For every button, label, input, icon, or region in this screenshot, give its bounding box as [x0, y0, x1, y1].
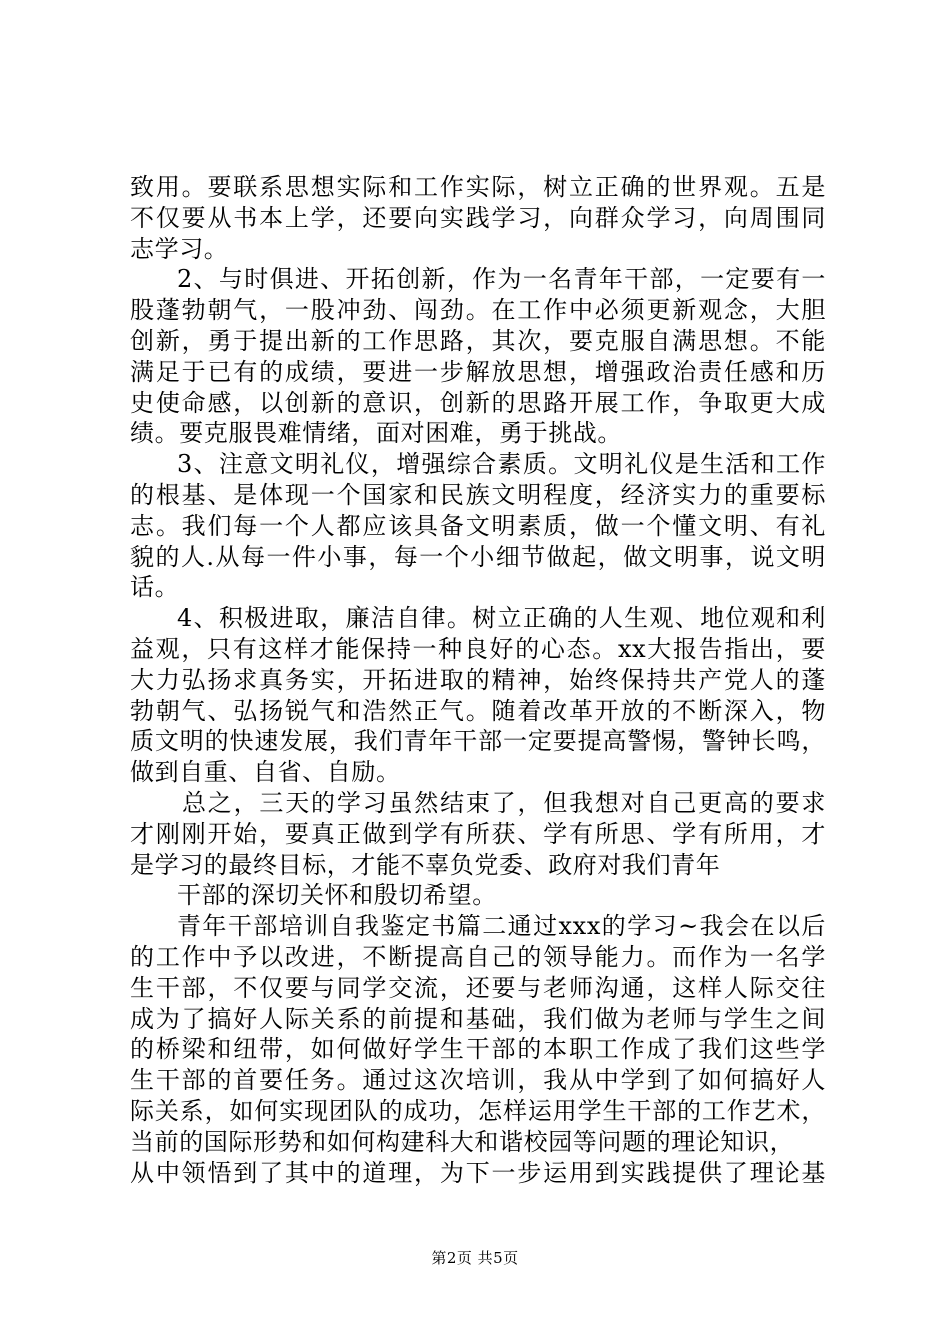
- text-line: 4、积极进取，廉洁自律。树立正确的人生观、地位观和利: [177, 604, 826, 633]
- text-line: 成为了搞好人际关系的前提和基础，我们做为老师与学生之间: [130, 1004, 826, 1033]
- text-line: 勃朝气、弘扬锐气和浩然正气。随着改革开放的不断深入，物: [130, 696, 826, 725]
- text-line: 质文明的快速发展，我们青年干部一定要提高警惕，警钟长鸣，: [130, 727, 826, 756]
- text-line: 满足于已有的成绩，要进一步解放思想，增强政治责任感和历: [130, 357, 826, 386]
- text-line: 不仅要从书本上学，还要向实践学习，向群众学习，向周围同: [130, 203, 826, 232]
- text-line: 青年干部培训自我鉴定书篇二通过xxx的学习~我会在以后: [177, 912, 826, 941]
- text-line: 生干部，不仅要与同学交流，还要与老师沟通，这样人际交往: [130, 973, 826, 1002]
- text-line: 貌的人.从每一件小事，每一个小细节做起，做文明事，说文明: [130, 542, 826, 571]
- text-line: 志。我们每一个人都应该具备文明素质，做一个懂文明、有礼: [130, 511, 826, 540]
- text-line: 当前的国际形势和如何构建科大和谐校园等问题的理论知识，: [130, 1127, 795, 1156]
- text-line: 绩。要克服畏难情绪，面对困难，勇于挑战。: [130, 419, 622, 448]
- text-line: 生干部的首要任务。通过这次培训，我从中学到了如何搞好人: [130, 1066, 826, 1095]
- text-line: 际关系，如何实现团队的成功，怎样运用学生干部的工作艺术，: [130, 1096, 826, 1125]
- text-line: 干部的深切关怀和殷切希望。: [177, 881, 497, 910]
- text-line: 大力弘扬求真务实，开拓进取的精神，始终保持共产党人的蓬: [130, 665, 826, 694]
- text-line: 益观，只有这样才能保持一种良好的心态。xx大报告指出，要: [130, 634, 826, 663]
- text-line: 志学习。: [130, 234, 229, 263]
- text-line: 2、与时俱进、开拓创新，作为一名青年干部，一定要有一: [177, 265, 826, 294]
- text-line: 股蓬勃朝气，一股冲劲、闯劲。在工作中必须更新观念，大胆: [130, 296, 826, 325]
- text-line: 史使命感，以创新的意识，创新的思路开展工作，争取更大成: [130, 388, 826, 417]
- text-line: 的桥梁和纽带，如何做好学生干部的本职工作成了我们这些学: [130, 1035, 826, 1064]
- text-line: 才刚刚开始，要真正做到学有所获、学有所思、学有所用，才: [130, 819, 826, 848]
- text-line: 话。: [130, 573, 180, 602]
- text-line: 的工作中予以改进，不断提高自己的领导能力。而作为一名学: [130, 942, 826, 971]
- text-line: 做到自重、自省、自励。: [130, 758, 401, 787]
- text-line: 致用。要联系思想实际和工作实际，树立正确的世界观。五是: [130, 173, 826, 201]
- text-line: 创新，勇于提出新的工作思路，其次，要克服自满思想。不能: [130, 326, 826, 355]
- text-line: 总之，三天的学习虽然结束了，但我想对自己更高的要求: [182, 788, 826, 817]
- text-line: 3、注意文明礼仪，增强综合素质。文明礼仪是生活和工作: [177, 450, 826, 479]
- page-number: 第2页 共5页: [431, 1249, 519, 1267]
- text-line: 是学习的最终目标，才能不辜负党委、政府对我们青年: [130, 850, 721, 879]
- text-line: 的根基、是体现一个国家和民族文明程度，经济实力的重要标: [130, 480, 826, 509]
- text-line: 从中领悟到了其中的道理，为下一步运用到实践提供了理论基: [130, 1158, 826, 1187]
- document-body: [130, 172, 826, 1188]
